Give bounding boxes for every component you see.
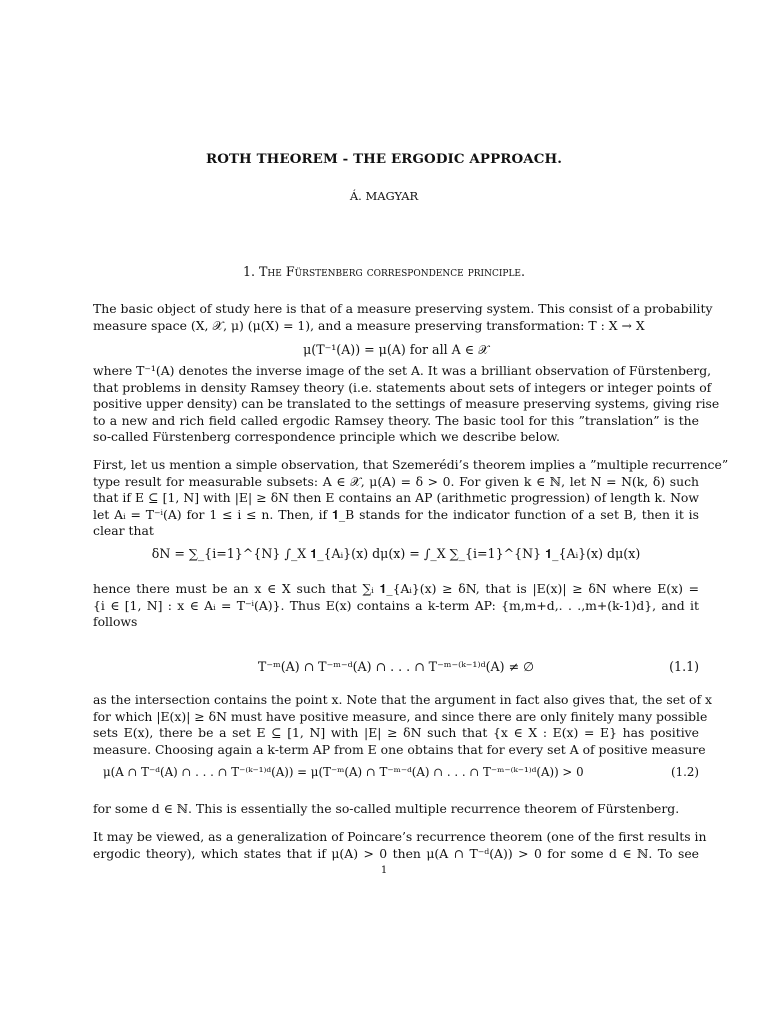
paragraph-5 (93, 692, 712, 758)
text-line: {i ∈ [1, N] : x ∈ Aᵢ = T⁻ⁱ(A)}. Thus E(x) contains a k-term AP: {m,m+d,. . .,m+(k-1)d}, and it (93, 597, 699, 613)
text-line: positive upper density) can be translated to the settings of measure preserving systems, giving rise (93, 396, 720, 412)
text-line: ergodic theory), which states that if μ(A) > 0 then μ(A ∩ T⁻ᵈ(A)) > 0 for some d ∈ ℕ. To see (93, 845, 699, 861)
text-line: let Aᵢ = T⁻ⁱ(A) for 1 ≤ i ≤ n. Then, if 𝟏_B stands for the indicator function of a set B, then it is (93, 506, 699, 522)
equation-measure-preserving: μ(T⁻¹(A)) = μ(A) for all A ∈ 𝒳 (303, 342, 489, 357)
paper-title: ROTH THEOREM - THE ERGODIC APPROACH. (206, 151, 562, 167)
paragraph-2 (93, 363, 720, 446)
page-number: 1 (380, 865, 388, 876)
text-line: so-called Fürstenberg correspondence principle which we describe below. (93, 429, 560, 445)
equation-1-2 (93, 765, 699, 779)
text-line: to a new and rich field called ergodic Ramsey theory. The basic tool for this ”translation” is the (93, 412, 699, 428)
text-line: The basic object of study here is that of a measure preserving system. This consist of a probability (93, 301, 713, 316)
text-line: for some d ∈ ℕ. This is essentially the so-called multiple recurrence theorem of Fürstenberg. (93, 801, 680, 816)
text-line: It may be viewed, as a generalization of Poincare’s recurrence theorem (one of the first results in (93, 829, 707, 844)
paragraph-1 (93, 301, 713, 334)
paragraph-7 (93, 829, 707, 862)
equation-1-1 (93, 659, 699, 674)
paragraph-4 (93, 581, 699, 631)
text-line: that problems in density Ramsey theory (i.e. statements about sets of integers or integer points of (93, 379, 712, 395)
equation-number: (1.2) (671, 765, 699, 779)
paragraph-6 (93, 801, 699, 818)
text-line: that if E ⊆ [1, N] with |E| ≥ δN then E contains an AP (arithmetic progression) of length k. Now (93, 490, 699, 506)
equation-sum-identity: δN = ∑_{i=1}^{N} ∫_X 𝟏_{Aᵢ}(x) dμ(x) = ∫_X ∑_{i=1}^{N} 𝟏_{Aᵢ}(x) dμ(x) (151, 546, 641, 561)
text-line: First, let us mention a simple observation, that Szemerédi’s theorem implies a ”multiple recurrence” (93, 457, 729, 472)
equation-body: T⁻ᵐ(A) ∩ T⁻ᵐ⁻ᵈ(A) ∩ . . . ∩ T⁻ᵐ⁻⁽ᵏ⁻¹⁾ᵈ(A) ≠ ∅ (257, 659, 535, 674)
text-line: measure space (X, 𝒳, μ) (μ(X) = 1), and a measure preserving transformation: T : X → X (93, 317, 645, 333)
text-line: measure. Choosing again a k-term AP from E one obtains that for every set A of positive measure (93, 741, 706, 757)
section-heading: 1. The Fürstenberg correspondence principle. (243, 264, 525, 279)
text-line: hence there must be an x ∈ X such that ∑ᵢ 𝟏_{Aᵢ}(x) ≥ δN, that is |E(x)| ≥ δN where E(x) = (93, 581, 699, 596)
equation-number: (1.1) (669, 659, 699, 674)
text-line: clear that (93, 523, 154, 539)
text-line: sets E(x), there be a set E ⊆ [1, N] with |E| ≥ δN such that {x ∈ X : E(x) = E} has positive (93, 725, 699, 741)
text-line: as the intersection contains the point x. Note that the argument in fact also gives that, the set of x (93, 692, 712, 707)
paragraph-3 (93, 457, 729, 540)
author-name: Á. MAGYAR (349, 189, 419, 203)
text-line: where T⁻¹(A) denotes the inverse image of the set A. It was a brilliant observation of Fürstenberg, (93, 363, 712, 378)
text-line: for which |E(x)| ≥ δN must have positive measure, and since there are only finitely many possible (93, 708, 708, 724)
text-line: type result for measurable subsets: A ∈ 𝒳, μ(A) = δ > 0. For given k ∈ ℕ, let N = N(k, δ) such (93, 473, 699, 489)
text-line: follows (93, 614, 138, 630)
equation-body: μ(A ∩ T⁻ᵈ(A) ∩ . . . ∩ T⁻⁽ᵏ⁻¹⁾ᵈ(A)) = μ(T⁻ᵐ(A) ∩ T⁻ᵐ⁻ᵈ(A) ∩ . . . ∩ T⁻ᵐ⁻⁽ᵏ⁻¹⁾ᵈ(A)) > 0 (103, 765, 584, 779)
